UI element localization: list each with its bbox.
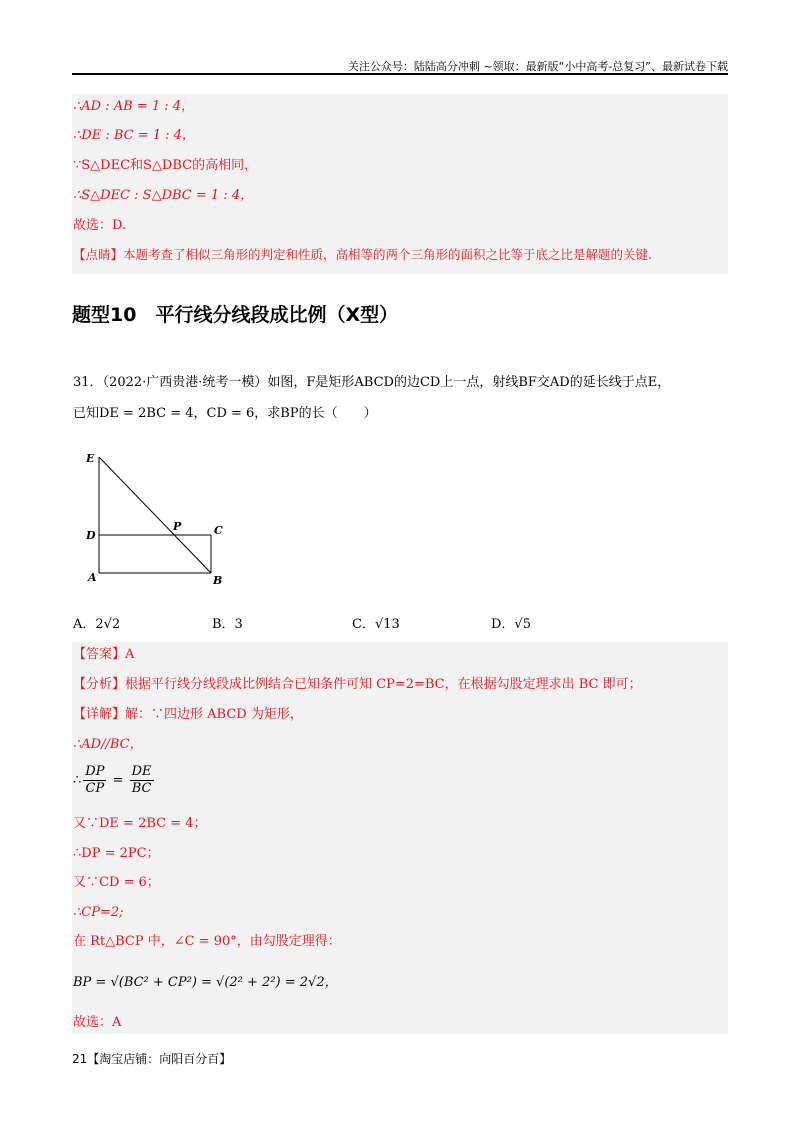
section-title: 题型10 平行线分线段成比例（X型）: [72, 304, 399, 326]
solution-line: ∵S△DEC和S△DBC的高相同，: [73, 158, 258, 173]
therefore-sign: ∴: [73, 773, 82, 788]
label-B: B: [213, 574, 223, 587]
solution-step: ∴CP=2;: [73, 905, 124, 920]
proportion-step: ∴ $\frac{DP}{CP}$ = $\frac{DE}{BC}$: [73, 764, 152, 796]
question-text: 已知DE = 2BC = 4，CD = 6，求BP的长（ ）: [73, 406, 377, 421]
solution-step: 故选：A: [73, 1015, 122, 1030]
detail-line: 【详解】解：∵四边形 ABCD 为矩形，: [73, 707, 303, 722]
header-rule: [72, 73, 728, 75]
label-C: C: [214, 524, 223, 537]
solution-step: 在 Rt△BCP 中，∠C = 90°，由勾股定理得：: [73, 934, 341, 949]
page-header: 关注公众号：陆陆高分冲刺 ~领取：最新版“小中高考-总复习”、最新试卷下载: [347, 60, 728, 73]
answer-line: 【答案】A: [73, 647, 135, 662]
choice-a: A．2√2: [73, 617, 121, 632]
page-footer: 21【淘宝店铺：向阳百分百】: [72, 1052, 232, 1066]
fraction-de-bc: $\frac{DE}{BC}$: [131, 764, 152, 796]
pythagoras-step: BP = √(BC² + CP²) = √(2² + 2²) = 2√2，: [73, 975, 338, 990]
label-E: E: [86, 452, 95, 465]
solution-step: ∴DP = 2PC；: [73, 846, 160, 861]
solution-step: 又∵CD = 6；: [73, 875, 160, 890]
geometry-figure: [80, 448, 240, 588]
choice-c: C．√13: [352, 617, 400, 632]
choice-b: B．3: [212, 617, 243, 632]
solution-step: 又∵DE = 2BC = 4；: [73, 816, 207, 831]
question-text: 31．（2022·广西贵港·统考一模）如图，F是矩形ABCD的边CD上一点，射线BF交AD的延长线于点E，: [73, 375, 671, 390]
segment-EB: [99, 457, 211, 573]
fraction-dp-cp: $\frac{DP}{CP}$: [85, 764, 105, 796]
label-P: P: [173, 520, 182, 533]
label-A: A: [88, 571, 97, 584]
solution-line: ∴AD : AB = 1 : 4，: [73, 99, 195, 114]
analysis-line: 【分析】根据平行线分线段成比例结合已知条件可知 CP=2=BC，在根据勾股定理求出 BC 即可；: [73, 677, 642, 692]
key-point-note: 【点睛】本题考查了相似三角形的判定和性质，高相等的两个三角形的面积之比等于底之比是解题的关键.: [73, 247, 652, 262]
solution-line: 故选：D.: [73, 218, 127, 233]
solution-line: ∴DE : BC = 1 : 4，: [73, 128, 195, 143]
solution-step: ∴AD//BC，: [73, 737, 143, 752]
solution-line: ∴S△DEC : S△DBC = 1 : 4，: [73, 188, 254, 203]
choice-d: D．√5: [491, 617, 531, 632]
label-D: D: [86, 529, 96, 542]
